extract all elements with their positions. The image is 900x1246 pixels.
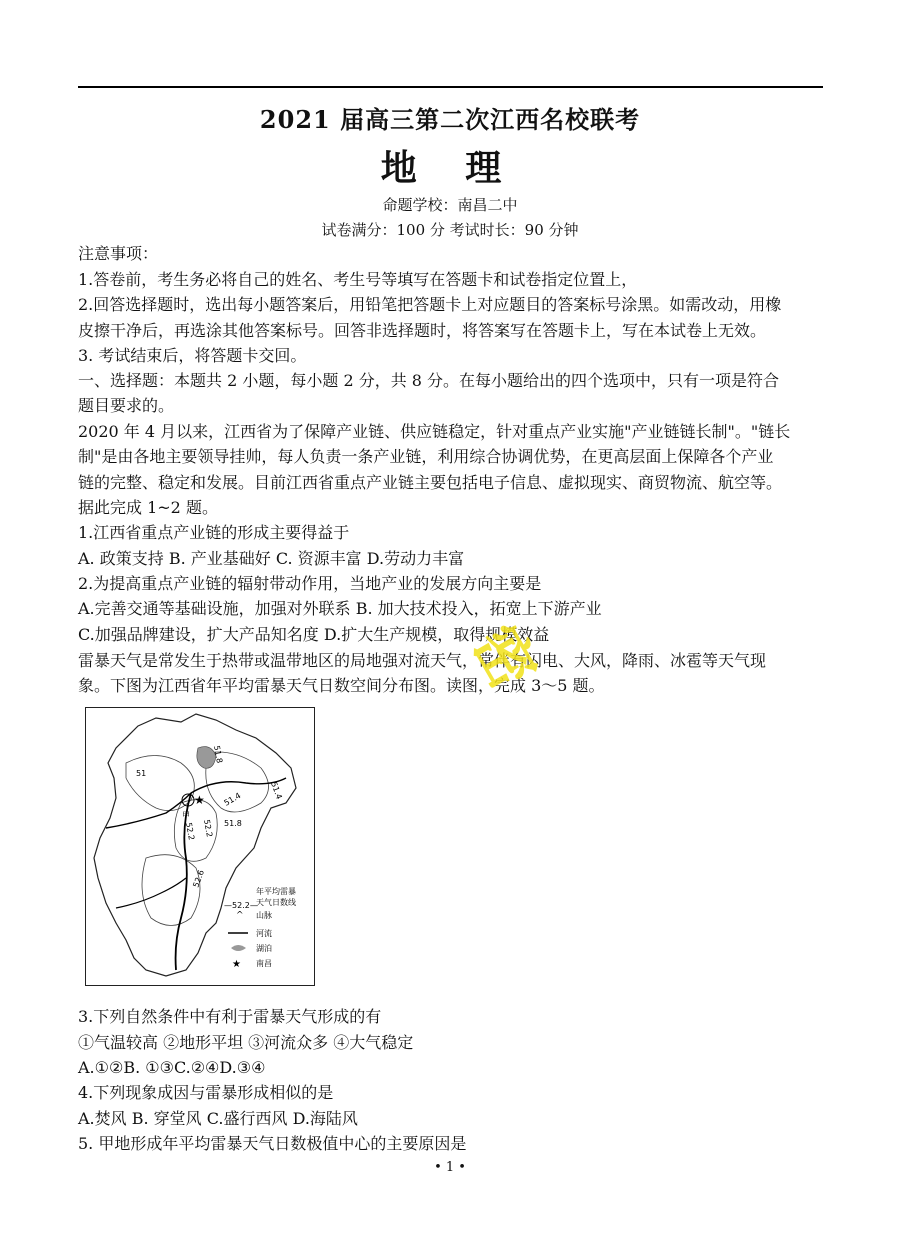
question-2-options-b: C.加强品牌建设，扩大产品知名度 D.扩大生产规模，取得规模效益: [78, 625, 550, 644]
question-2: 2.为提高重点产业链的辐射带动作用，当地产业的发展方向主要是: [78, 574, 542, 593]
note-2b: 皮擦干净后，再选涂其他答案标号。回答非选择题时，将答案写在答题卡上，写在本试卷上无效。: [78, 321, 767, 340]
question-5: 5. 甲地形成年平均雷暴天气日数极值中心的主要原因是: [78, 1134, 467, 1153]
section-intro-a: 一、选择题：本题共 2 小题，每小题 2 分，共 8 分。在每小题给出的四个选项中，只有一项是符合: [78, 371, 780, 390]
top-rule: [78, 86, 823, 88]
subject-title: 地 理: [380, 147, 520, 189]
map-label-518b: 51.8: [224, 819, 242, 828]
legend-city: 南昌: [256, 959, 272, 968]
map-label-51: 51: [136, 769, 147, 778]
question-3-items: ①气温较高 ②地形平坦 ③河流众多 ④大气稳定: [78, 1033, 414, 1052]
legend-line-desc-b: 天气日数线: [256, 898, 296, 907]
note-2a: 2.回答选择题时，选出每小题答案后，用铅笔把答题卡上对应题目的答案标号涂黑。如需改动，用橡: [78, 295, 782, 314]
map-legend: [224, 886, 296, 970]
nanchang-star-icon: ★: [194, 793, 205, 807]
page-number: • 1 •: [434, 1160, 466, 1175]
school-line: 命题学校：南昌二中: [382, 196, 518, 214]
note-3: 3. 考试结束后，将答题卡交回。: [78, 346, 307, 365]
exam-info-line: 试卷满分：100 分 考试时长：90 分钟: [321, 221, 579, 239]
exam-title: 2021 届高三第二次江西名校联考: [259, 105, 641, 134]
question-2-options-a: A.完善交通等基础设施，加强对外联系 B. 加大技术投入，拓宽上下游产业: [78, 599, 602, 618]
map-label-522a: 52.2: [184, 821, 196, 841]
watermark-stamp: 密: [458, 614, 549, 701]
lake-legend-icon: [231, 945, 246, 951]
map-svg: [86, 708, 314, 985]
map-label-526: 52.6: [191, 868, 206, 889]
river-south-west: [116, 878, 186, 908]
question-4-options: A.焚风 B. 穿堂风 C.盛行西风 D.海陆风: [78, 1109, 358, 1128]
passage-1a: 2020 年 4 月以来，江西省为了保障产业链、供应链稳定，针对重点产业实施"产业链链长制"。"链长: [78, 422, 791, 441]
question-1-options: A. 政策支持 B. 产业基础好 C. 资源丰富 D.劳动力丰富: [78, 549, 465, 568]
thunderstorm-map: [85, 707, 315, 986]
legend-line-desc-a: 年平均雷暴: [256, 887, 296, 896]
passage-1c: 链的完整、稳定和发展。目前江西省重点产业链主要包括电子信息、虚拟现实、商贸物流、航空等。: [78, 473, 783, 492]
question-4: 4.下列现象成因与雷暴形成相似的是: [78, 1083, 334, 1102]
legend-line-sample: —52.2—: [224, 901, 258, 910]
section-intro-b: 题目要求的。: [78, 396, 175, 415]
question-3-options: A.①②B. ①③C.②④D.③④: [78, 1058, 266, 1077]
question-3: 3.下列自然条件中有利于雷暴天气形成的有: [78, 1007, 382, 1026]
star-legend-icon: ★: [232, 959, 241, 970]
map-label-514a: 51.4: [222, 791, 243, 808]
passage-2a: 雷暴天气是常发生于热带或温带地区的局地强对流天气，常伴有闪电、大风，降雨、冰雹等天气现: [78, 651, 767, 670]
map-label-jia: 甲: [182, 811, 190, 820]
map-label-522b: 52.2: [202, 818, 214, 838]
note-1: 1.答卷前，考生务必将自己的姓名、考生号等填写在答题卡和试卷指定位置上，: [78, 270, 638, 289]
passage-1d: 据此完成 1~2 题。: [78, 498, 218, 517]
legend-mountain: 山脉: [256, 911, 272, 920]
passage-1b: 制"是由各地主要领导挂帅，每人负责一条产业链，利用综合协调优势，在更高层面上保障各个产业: [78, 447, 774, 466]
mountain-icon: ^: [236, 911, 244, 921]
notes-heading: 注意事项：: [78, 244, 159, 263]
question-1: 1.江西省重点产业链的形成主要得益于: [78, 523, 350, 542]
passage-2b: 象。下图为江西省年平均雷暴天气日数空间分布图。读图，完成 3～5 题。: [78, 676, 605, 695]
legend-lake: 湖泊: [256, 944, 272, 953]
contour-526: [142, 855, 200, 926]
map-label-514b: 51.4: [269, 780, 284, 801]
map-label-518: 51.8: [212, 744, 224, 764]
legend-river: 河流: [256, 929, 272, 938]
contour-51: [126, 756, 194, 811]
